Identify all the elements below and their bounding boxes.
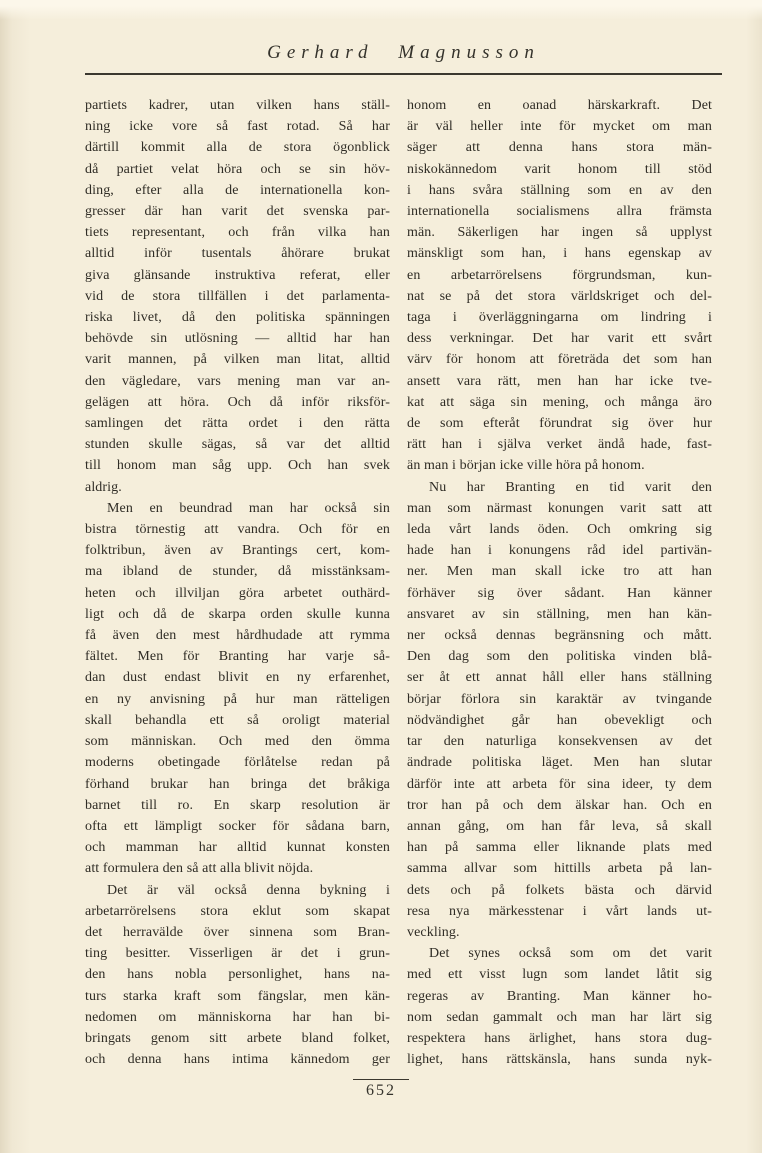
running-header (85, 42, 722, 75)
text-line: varit mannen, på vilken man litat, alltid (85, 352, 390, 368)
text-line: arbetarrörelsens stora eklut som skapat (85, 903, 390, 919)
text-line: därtill kommit alla de stora ögonblick (85, 140, 390, 156)
text-line: man som närmast konungen varit satt att (407, 500, 712, 516)
text-line: tar den naturliga konsekvensen av det (407, 734, 712, 750)
text-line: honom en oanad härskarkraft. Det (407, 98, 712, 113)
text-line: förhand brukar han bringa det bråkiga (85, 776, 390, 792)
text-line: dan dust endast blivit en ny erfarenhet, (85, 670, 390, 686)
text-line: börjar förlora sin karaktär av tvingande (407, 691, 712, 707)
text-line: tror han på och dem älskar han. Och en (407, 797, 712, 813)
text-line: taga i överläggningarna om lindring i (407, 310, 712, 326)
text-line: ansvaret av sin ställning, men han kän- (407, 606, 712, 622)
text-line: bringats genom sitt arbete bland folket, (85, 1030, 390, 1046)
text-line: Den dag som den politiska vinden blå- (407, 649, 712, 665)
text-line: niskokännedom varit honom till stöd (407, 161, 712, 177)
text-line: han på samma eller liknande plats med (407, 840, 712, 856)
text-line: Det är väl också denna bykning i (107, 882, 390, 898)
text-line: skall behandla ett så oroligt material (85, 712, 390, 728)
paragraph (85, 498, 390, 880)
text-line: ding, efter alla de internationella kon- (85, 182, 390, 198)
text-line: leda vårt lands öden. Och omkring sig (407, 522, 712, 538)
text-line: än man i början icke ville höra på honom. (407, 458, 645, 474)
text-line: dess verkningar. Det har varit ett svårt (407, 331, 712, 347)
text-line: att formulera den så att alla blivit nöjda. (85, 861, 314, 877)
text-line: dets och på folkets bästa och därvid (407, 882, 712, 898)
text-line: riska livet, då den politiska spänningen (85, 310, 390, 326)
text-line: internationella socialismens allra främsta (407, 204, 712, 220)
text-line: den vägledare, vars mening man var an- (85, 373, 390, 389)
text-line: få även den mest hårdhudade att rymma (85, 628, 390, 644)
text-line: till honom man såg upp. Och han svek (85, 458, 390, 474)
text-line: nat se på det stora världskriget och del- (407, 288, 712, 304)
text-line: vid de stora tillfällen i det parlamenta- (85, 288, 390, 304)
text-line: hade han i konungens råd idel partivän- (407, 543, 712, 559)
text-line: värv för honom att företräda det som han (407, 352, 712, 368)
text-line: tiets representant, och från vilka han (85, 225, 390, 241)
text-line: nedomen om människorna har han bi- (85, 1009, 390, 1025)
text-line: samma allvar som hittills arbeta på lan- (407, 861, 712, 877)
header-rule (85, 73, 722, 75)
text-line: därför inte att arbeta för sina ideer, ty dem (407, 776, 712, 792)
text-line: ner också dennas begränsning och mått. (407, 628, 712, 644)
text-line: ändrade politiska läget. Men han slutar (407, 755, 712, 771)
text-line: regeras av Branting. Man känner ho- (407, 988, 712, 1004)
text-line: gelägen att höra. Och då inför riksför- (85, 394, 390, 410)
text-line: är väl heller inte för mycket om man (407, 119, 712, 135)
text-line: nom sedan gammalt och man har lärt sig (407, 1009, 712, 1025)
text-line: ser åt ett annat håll eller hans ställning (407, 670, 712, 686)
text-line: Men en beundrad man har också sin (107, 500, 390, 516)
text-line: turs starka kraft som fängslar, men kän- (85, 988, 390, 1004)
text-line: fältet. Men för Branting har varje så- (85, 649, 390, 665)
text-line: moderns obetingade förlåtelse redan på (85, 755, 390, 771)
text-line: giva glänsande instruktiva referat, eller (85, 267, 390, 283)
text-line: aldrig. (85, 479, 122, 495)
text-line: det herravälde över sinnena som Bran- (85, 924, 390, 940)
text-line: respektera hans ärlighet, hans stora dug- (407, 1030, 712, 1046)
text-line: ligt och då de skarpa orden skulle kunna (85, 606, 390, 622)
text-line: ofta ett lämpligt socker för sådana barn, (85, 818, 390, 834)
paragraph (85, 880, 390, 1071)
text-block (85, 95, 712, 1070)
page-number: 652 (353, 1079, 409, 1100)
text-line: mänskligt som han, i hans egenskap av (407, 246, 712, 262)
text-line: samlingen det rätta ordet i den rätta (85, 416, 390, 432)
text-line: nödvändighet går han obevekligt och (407, 712, 712, 728)
text-line: de som efteråt förundrat sig över hur (407, 416, 712, 432)
text-line: och denna hans intima kännedom ger (85, 1052, 390, 1068)
text-line: en arbetarrörelsens förgrundsman, kun- (407, 267, 712, 283)
text-line: bistra törnestig att vandra. Och för en (85, 522, 390, 538)
text-line: då partiet velat höra och se sin höv- (85, 161, 390, 177)
text-line: partiets kadrer, utan vilken hans ställ- (85, 98, 390, 113)
text-line: annan gång, om han får leva, så skall (407, 818, 712, 834)
text-line: rätt han i själva verket ändå hade, fast- (407, 437, 712, 453)
text-line: barnet till ro. En skarp resolution är (85, 797, 390, 813)
text-line: lighet, hans rättskänsla, hans sunda nyk- (407, 1052, 712, 1068)
text-line: folktribun, även av Brantings cert, kom- (85, 543, 390, 559)
text-line: säger att denna hans stora män- (407, 140, 712, 156)
text-line: som människan. Och med den ömma (85, 734, 390, 750)
text-line: förhäver sig över sådant. Han känner (407, 585, 712, 601)
text-line: heten och illviljan göra arbetet outhärd- (85, 585, 390, 601)
page-header-author: Gerhard Magnusson (267, 42, 540, 63)
text-line: ansett vara rätt, men han har icke tve- (407, 373, 712, 389)
paragraph (85, 95, 390, 498)
text-line: veckling. (407, 924, 460, 940)
page-footer (0, 1079, 762, 1100)
text-line: och mamman har alltid kunnat konsten (85, 840, 390, 856)
text-line: alltid inför tusentals åhörare brukat (85, 246, 390, 262)
text-line: i hans svåra ställning som en av den (407, 182, 712, 198)
text-line: med ett visst lugn som landet låtit sig (407, 967, 712, 983)
text-line: ner. Men man skall icke tro att han (407, 564, 712, 580)
text-line: stunden skulle sägas, så var det alltid (85, 437, 390, 453)
text-line: Det synes också som om det varit (429, 946, 712, 962)
text-line: behövde sin utlösning — alltid har han (85, 331, 390, 347)
text-line: ting besitter. Visserligen är det i grun- (85, 946, 390, 962)
text-line: kat att säga sin mening, och många äro (407, 394, 712, 410)
text-line: ma ibland de stunder, då misstänksam- (85, 564, 390, 580)
paragraph (407, 95, 712, 477)
text-line: ning icke vore så fast rotad. Så har (85, 119, 390, 135)
text-line: män. Säkerligen har ingen så upplyst (407, 225, 712, 241)
text-line: gresser där han varit det svenska par- (85, 204, 390, 220)
text-line: den hans nobla personlighet, hans na- (85, 967, 390, 983)
paragraph (407, 943, 712, 1070)
text-line: resa nya märkesstenar i vårt lands ut- (407, 903, 712, 919)
left-column (85, 95, 390, 1070)
right-column (407, 95, 712, 1070)
text-line: en ny anvisning på hur man rätteligen (85, 691, 390, 707)
paragraph (407, 477, 712, 943)
text-line: Nu har Branting en tid varit den (429, 479, 712, 495)
